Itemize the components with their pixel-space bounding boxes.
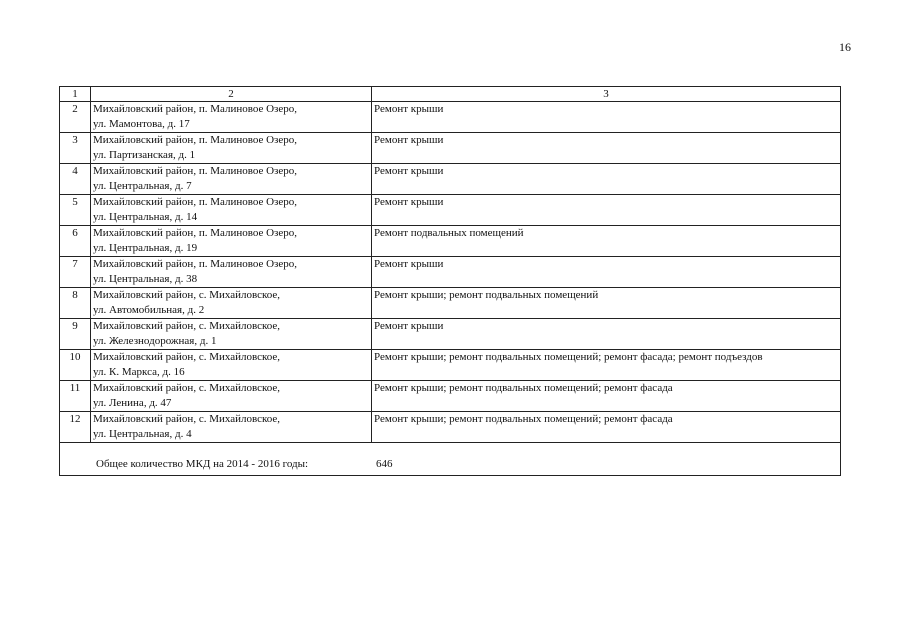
address-cell	[91, 350, 372, 381]
address-line-1: Михайловский район, с. Михайловское,	[93, 351, 281, 363]
row-number: 10	[60, 350, 91, 381]
address-line-2: ул. Центральная, д. 19	[93, 242, 198, 254]
header-col-3: 3	[372, 87, 841, 102]
total-value: 646	[376, 458, 393, 470]
total-label: Общее количество МКД на 2014 - 2016 годы:	[96, 458, 309, 470]
address-line-1: Михайловский район, с. Михайловское,	[93, 413, 281, 425]
address-line-2: ул. Автомобильная, д. 2	[93, 304, 205, 316]
row-number: 4	[60, 164, 91, 195]
address-line-1: Михайловский район, п. Малиновое Озеро,	[93, 165, 298, 177]
address-line-2: ул. Мамонтова, д. 17	[93, 118, 190, 130]
table-row	[60, 195, 841, 226]
address-cell	[91, 195, 372, 226]
address-cell	[91, 257, 372, 288]
address-line-2: ул. Железнодорожная, д. 1	[93, 335, 217, 347]
houses-table	[59, 86, 841, 476]
address-cell	[91, 319, 372, 350]
work-type-cell: Ремонт крыши	[372, 319, 841, 350]
header-col-2: 2	[91, 87, 372, 102]
address-line-2: ул. Центральная, д. 14	[93, 211, 198, 223]
table-row	[60, 164, 841, 195]
work-type-cell: Ремонт крыши	[372, 195, 841, 226]
row-number: 3	[60, 133, 91, 164]
table-row	[60, 133, 841, 164]
address-line-2: ул. К. Маркса, д. 16	[93, 366, 185, 378]
address-line-2: ул. Партизанская, д. 1	[93, 149, 196, 161]
header-col-1: 1	[60, 87, 91, 102]
work-type-cell: Ремонт крыши	[372, 102, 841, 133]
row-number: 9	[60, 319, 91, 350]
address-cell	[91, 288, 372, 319]
address-line-1: Михайловский район, п. Малиновое Озеро,	[93, 103, 298, 115]
work-type-cell: Ремонт крыши; ремонт подвальных помещений; ремонт фасада	[372, 381, 841, 412]
total-cell	[60, 443, 841, 476]
address-cell	[91, 226, 372, 257]
row-number: 12	[60, 412, 91, 443]
table-row	[60, 288, 841, 319]
row-number: 7	[60, 257, 91, 288]
table-row	[60, 257, 841, 288]
table-row	[60, 226, 841, 257]
table-row	[60, 350, 841, 381]
address-line-2: ул. Ленина, д. 47	[93, 397, 172, 409]
work-type-cell: Ремонт подвальных помещений	[372, 226, 841, 257]
work-type-cell: Ремонт крыши	[372, 257, 841, 288]
table-row	[60, 102, 841, 133]
work-type-cell: Ремонт крыши; ремонт подвальных помещений	[372, 288, 841, 319]
row-number: 2	[60, 102, 91, 133]
work-type-cell: Ремонт крыши	[372, 164, 841, 195]
address-line-1: Михайловский район, с. Михайловское,	[93, 289, 281, 301]
address-line-2: ул. Центральная, д. 4	[93, 428, 192, 440]
work-type-cell: Ремонт крыши	[372, 133, 841, 164]
address-cell	[91, 102, 372, 133]
total-row	[60, 443, 841, 476]
address-line-1: Михайловский район, п. Малиновое Озеро,	[93, 258, 298, 270]
work-type-cell: Ремонт крыши; ремонт подвальных помещений; ремонт фасада	[372, 412, 841, 443]
header-row	[60, 87, 841, 102]
address-cell	[91, 381, 372, 412]
row-number: 8	[60, 288, 91, 319]
address-line-1: Михайловский район, с. Михайловское,	[93, 382, 281, 394]
table-row	[60, 381, 841, 412]
address-line-2: ул. Центральная, д. 38	[93, 273, 198, 285]
work-type-cell: Ремонт крыши; ремонт подвальных помещений; ремонт фасада; ремонт подъездов	[372, 350, 841, 381]
row-number: 6	[60, 226, 91, 257]
table-row	[60, 412, 841, 443]
address-line-1: Михайловский район, с. Михайловское,	[93, 320, 281, 332]
address-cell	[91, 133, 372, 164]
address-line-1: Михайловский район, п. Малиновое Озеро,	[93, 134, 298, 146]
address-cell	[91, 164, 372, 195]
row-number: 5	[60, 195, 91, 226]
row-number: 11	[60, 381, 91, 412]
address-line-1: Михайловский район, п. Малиновое Озеро,	[93, 227, 298, 239]
address-cell	[91, 412, 372, 443]
page-number: 16	[839, 40, 851, 54]
address-line-1: Михайловский район, п. Малиновое Озеро,	[93, 196, 298, 208]
address-line-2: ул. Центральная, д. 7	[93, 180, 192, 192]
table-row	[60, 319, 841, 350]
